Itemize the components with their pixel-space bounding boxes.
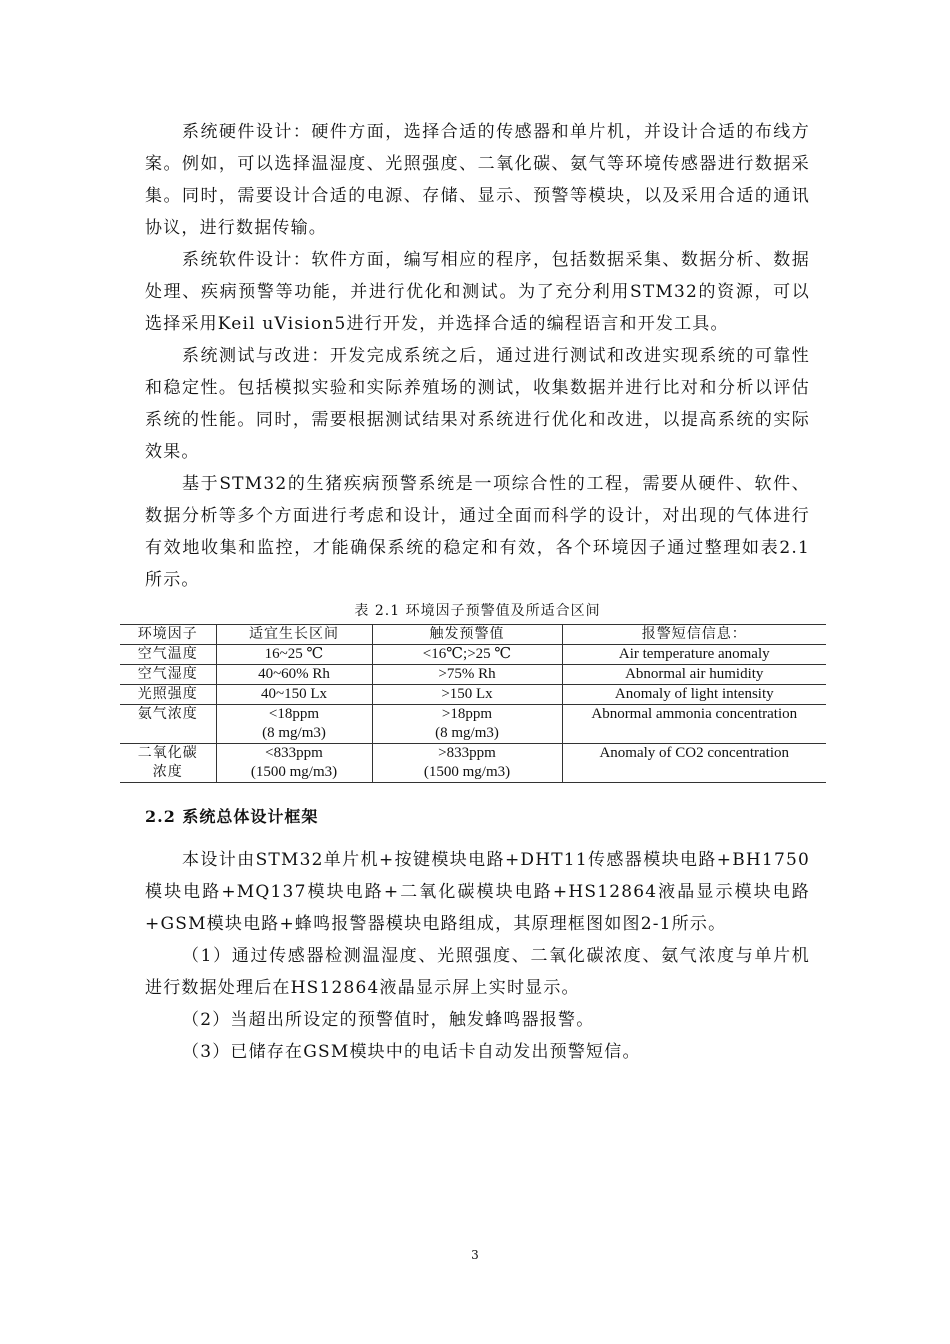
cell-range-line: <833ppm xyxy=(265,745,323,761)
cell-factor-line: 二氧化碳 xyxy=(137,746,198,761)
paragraph-summary: 基于STM32的生猪疾病预警系统是一项综合性的工程，需要从硬件、软件、数据分析等多个方面进行考虑和设计，通过全面而科学的设计，对出现的气体进行有效地收集和监控，才能确保系统的稳定和有效，各个环境因子通过整理如表2.1所示。 xyxy=(145,474,810,590)
cell-trigger xyxy=(372,744,562,783)
cell-range: 40~60% Rh xyxy=(216,665,372,685)
cell-trigger: <16℃;>25 ℃ xyxy=(372,645,562,665)
cell-factor: 空气温度 xyxy=(120,645,216,665)
cell-trigger: >75% Rh xyxy=(372,665,562,685)
table-row xyxy=(120,685,826,705)
page-number: 3 xyxy=(471,1248,479,1262)
cell-factor xyxy=(120,744,216,783)
cell-factor: 空气湿度 xyxy=(120,665,216,685)
table-caption: 表 2.1 环境因子预警值及所适合区间 xyxy=(354,603,601,619)
cell-range-line: (8 mg/m3) xyxy=(262,725,326,741)
section-heading: 2.2 系统总体设计框架 xyxy=(145,807,319,826)
table-row xyxy=(120,705,826,744)
paragraph-testing: 系统测试与改进：开发完成系统之后，通过进行测试和改进实现系统的可靠性和稳定性。包括模拟实验和实际养殖场的测试，收集数据并进行比对和分析以评估系统的性能。同时，需要根据测试结果对系统进行优化和改进，以提高系统的实际效果。 xyxy=(145,346,810,462)
cell-trigger-line: >833ppm xyxy=(438,745,496,761)
header-trigger: 触发预警值 xyxy=(372,625,562,645)
header-range: 适宜生长区间 xyxy=(216,625,372,645)
header-factor: 环境因子 xyxy=(120,625,216,645)
paragraph-software-design: 系统软件设计：软件方面，编写相应的程序，包括数据采集、数据分析、数据处理、疾病预警等功能，并进行优化和测试。为了充分利用STM32的资源，可以选择采用Keil uVision5进行开发，并选择合适的编程语言和开发工具。 xyxy=(145,250,810,334)
cell-message: Abnormal air humidity xyxy=(562,665,826,685)
cell-trigger-line: >18ppm xyxy=(441,706,493,722)
list-item-3: （3）已储存在GSM模块中的电话卡自动发出预警短信。 xyxy=(182,1042,641,1062)
paragraph-framework: 本设计由STM32单片机+按键模块电路+DHT11传感器模块电路+BH1750模块电路+MQ137模块电路+二氧化碳模块电路+HS12864液晶显示模块电路+GSM模块电路+蜂鸣报警器模块电路组成，其原理框图如图2-1所示。 xyxy=(145,850,810,934)
cell-trigger: >150 Lx xyxy=(372,685,562,705)
cell-factor-line: 浓度 xyxy=(152,765,183,780)
paragraph-hardware-design: 系统硬件设计：硬件方面，选择合适的传感器和单片机，并设计合适的布线方案。例如，可以选择温湿度、光照强度、二氧化碳、氨气等环境传感器进行数据采集。同时，需要设计合适的电源、存储、显示、预警等模块，以及采用合适的通讯协议，进行数据传输。 xyxy=(145,122,810,238)
list-item-1: （1）通过传感器检测温湿度、光照强度、二氧化碳浓度、氨气浓度与单片机进行数据处理后在HS12864液晶显示屏上实时显示。 xyxy=(145,946,810,998)
cell-message: Anomaly of light intensity xyxy=(562,685,826,705)
table-row xyxy=(120,645,826,665)
table-row xyxy=(120,744,826,783)
cell-range xyxy=(216,705,372,744)
cell-message: Anomaly of CO2 concentration xyxy=(562,744,826,783)
cell-range xyxy=(216,744,372,783)
cell-range-line: (1500 mg/m3) xyxy=(250,764,338,780)
cell-trigger xyxy=(372,705,562,744)
cell-trigger-line: (1500 mg/m3) xyxy=(423,764,511,780)
cell-range: 16~25 ℃ xyxy=(216,645,372,665)
cell-message: Abnormal ammonia concentration xyxy=(562,705,826,744)
cell-factor: 氨气浓度 xyxy=(120,705,216,744)
environment-factor-table xyxy=(120,624,826,783)
cell-factor: 光照强度 xyxy=(120,685,216,705)
cell-range-line: <18ppm xyxy=(268,706,320,722)
table-header-row xyxy=(120,625,826,645)
cell-message: Air temperature anomaly xyxy=(562,645,826,665)
cell-trigger-line: (8 mg/m3) xyxy=(435,725,499,741)
list-item-2: （2）当超出所设定的预警值时，触发蜂鸣器报警。 xyxy=(182,1010,595,1030)
header-message: 报警短信信息： xyxy=(562,625,826,645)
table-row xyxy=(120,665,826,685)
cell-range: 40~150 Lx xyxy=(216,685,372,705)
